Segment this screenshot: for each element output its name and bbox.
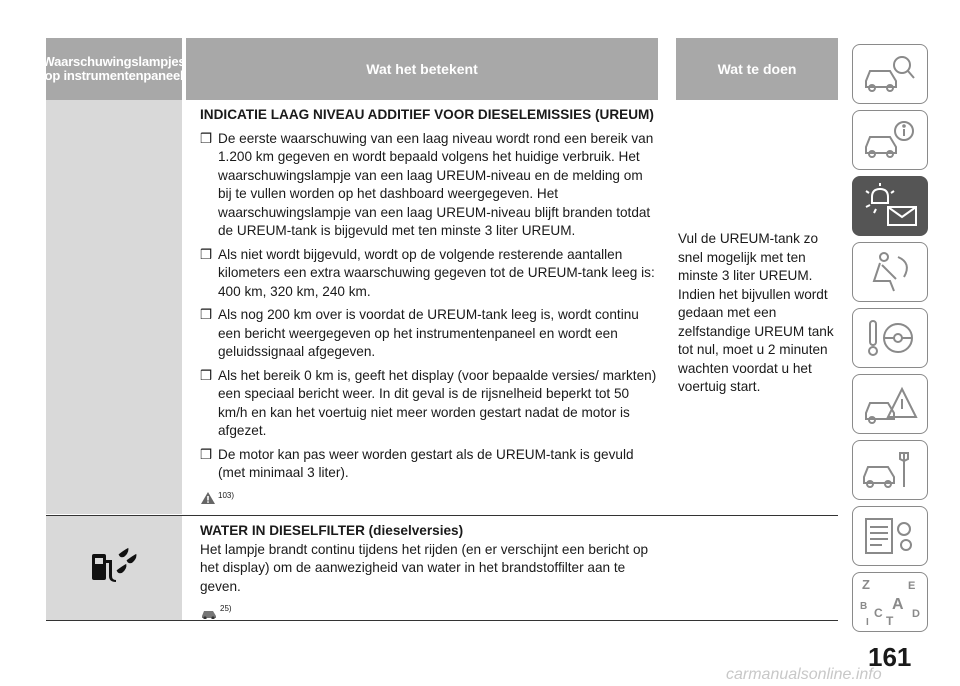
index-letter: B (860, 601, 868, 612)
header-col-action (676, 38, 838, 100)
page-number: 161 (868, 642, 912, 672)
header-col-warning-lights (42, 38, 186, 100)
bullet-box-icon: ❒ (200, 130, 213, 146)
index-letter: Z (862, 577, 870, 592)
index-letter: A (892, 596, 904, 613)
seat-airbag-icon (860, 249, 920, 295)
car-search-icon (860, 51, 920, 97)
row1-action: Vul de UREUM-tank zo snel mogelijk met ten minste 3 liter UREUM. Indien het bijvullen wordt gedaan met een zelfstandige UREUM tank tot nul, moet u 2 minuten wachten voordat u het voertuig start. (678, 231, 834, 394)
header-col2-label: Wat het betekent (366, 61, 478, 77)
row2-text: Het lampje brandt continu tijdens het rijden (en er verschijnt een bericht op het display) om de aanwezigheid van water in het brandstoffilter aan te geven. (200, 541, 649, 594)
bullet-box-icon: ❒ (200, 446, 213, 462)
header-col-meaning (186, 38, 658, 100)
warning-light-message-icon (858, 183, 922, 229)
sidebar-tab-car-info[interactable] (852, 110, 928, 170)
index-letter: I (866, 617, 869, 627)
index-letter: C (874, 606, 883, 620)
table-bottom-rule (46, 620, 838, 621)
bullet-text: Als niet wordt bijgevuld, wordt op de volgende resterende aantallen kilometers een extra waarschuwing gegeven tot de UREUM-tank leeg is: 400 km, 320 km, 240 km. (218, 246, 655, 299)
key-steering-wheel-icon (860, 315, 920, 361)
sidebar-tab-emergency[interactable] (852, 374, 928, 434)
row2-icon-cell (46, 516, 182, 620)
bullet-text: Als het bereik 0 km is, geeft het display (voor bepaalde versies/ markten) een speciaal bericht weer. In dit geval is de rijsnelheid beperkt tot 50 km/h en kan het voertuig niet meer worden gestart nadat de motor is afgezet. (218, 367, 657, 438)
bullet-item (200, 246, 660, 302)
row1-icon-cell (46, 100, 182, 514)
sidebar-tab-warning-lights[interactable] (852, 176, 928, 236)
bullet-box-icon: ❒ (200, 367, 213, 383)
water-in-fuel-icon (90, 546, 146, 586)
warning-reference (200, 487, 660, 506)
sidebar-tab-starting-driving[interactable] (852, 308, 928, 368)
alphabetical-index-icon (858, 577, 922, 627)
sidebar-tab-maintenance[interactable] (852, 440, 928, 500)
index-letter: T (886, 614, 894, 627)
bullet-box-icon: ❒ (200, 246, 213, 262)
bullet-item (200, 446, 660, 483)
bullet-box-icon: ❒ (200, 307, 213, 322)
header-col1-label: Waarschuwingslampjes op instrumentenpaneel (42, 54, 186, 83)
header-col3-label: Wat te doen (717, 61, 797, 77)
car-wrench-icon (860, 447, 920, 493)
bullet-text: De motor kan pas weer worden gestart als de UREUM-tank is gevuld (met minimaal 3 liter). (218, 446, 634, 480)
bullet-item (200, 367, 660, 441)
sidebar-tab-safety[interactable] (852, 242, 928, 302)
row1-title: INDICATIE LAAG NIVEAU ADDITIEF VOOR DIESELEMISSIES (UREUM) (200, 107, 654, 122)
car-info-icon (860, 117, 920, 163)
note-ref-number: 25) (220, 604, 232, 613)
warning-triangle-icon (200, 491, 216, 505)
chapter-sidebar (852, 44, 930, 638)
warning-ref-number: 103) (218, 490, 235, 500)
bullet-item (200, 130, 660, 241)
car-note-icon (200, 607, 218, 619)
breakdown-triangle-icon (860, 381, 920, 427)
bullet-item (200, 306, 660, 362)
row-divider (46, 515, 838, 516)
sidebar-tab-technical-data[interactable] (852, 506, 928, 566)
row2-title: WATER IN DIESELFILTER (dieselversies) (200, 523, 464, 538)
row1-meaning (200, 106, 660, 505)
note-reference (200, 600, 660, 619)
index-letter: E (908, 580, 916, 592)
row2-meaning (200, 522, 660, 619)
sidebar-tab-car-search[interactable] (852, 44, 928, 104)
bullet-text: Als nog 200 km over is voordat de UREUM-tank leeg is, wordt continu een bericht weergegeven op het instrumentenpaneel en wordt een geluidssignaal afgegeven. (218, 307, 639, 359)
bullet-text: De eerste waarschuwing van een laag niveau wordt rond een bereik van 1.200 km gegeven en wordt bepaald volgens het huidige verbruik. Het waarschuwingslampje van een laag UREUM-niveau en de melding om bij te vullen worden op het dashboard weergegeven. Het waarschuwingslampje van een laag UREUM-niveau blijft branden totdat de UREUM-tank is bijgevuld met ten minste 3 liter UREUM. (218, 130, 654, 238)
technical-data-gear-icon (860, 513, 920, 559)
watermark: carmanualsonline.info (726, 666, 882, 683)
sidebar-tab-index[interactable] (852, 572, 928, 632)
index-letter: D (912, 608, 920, 620)
